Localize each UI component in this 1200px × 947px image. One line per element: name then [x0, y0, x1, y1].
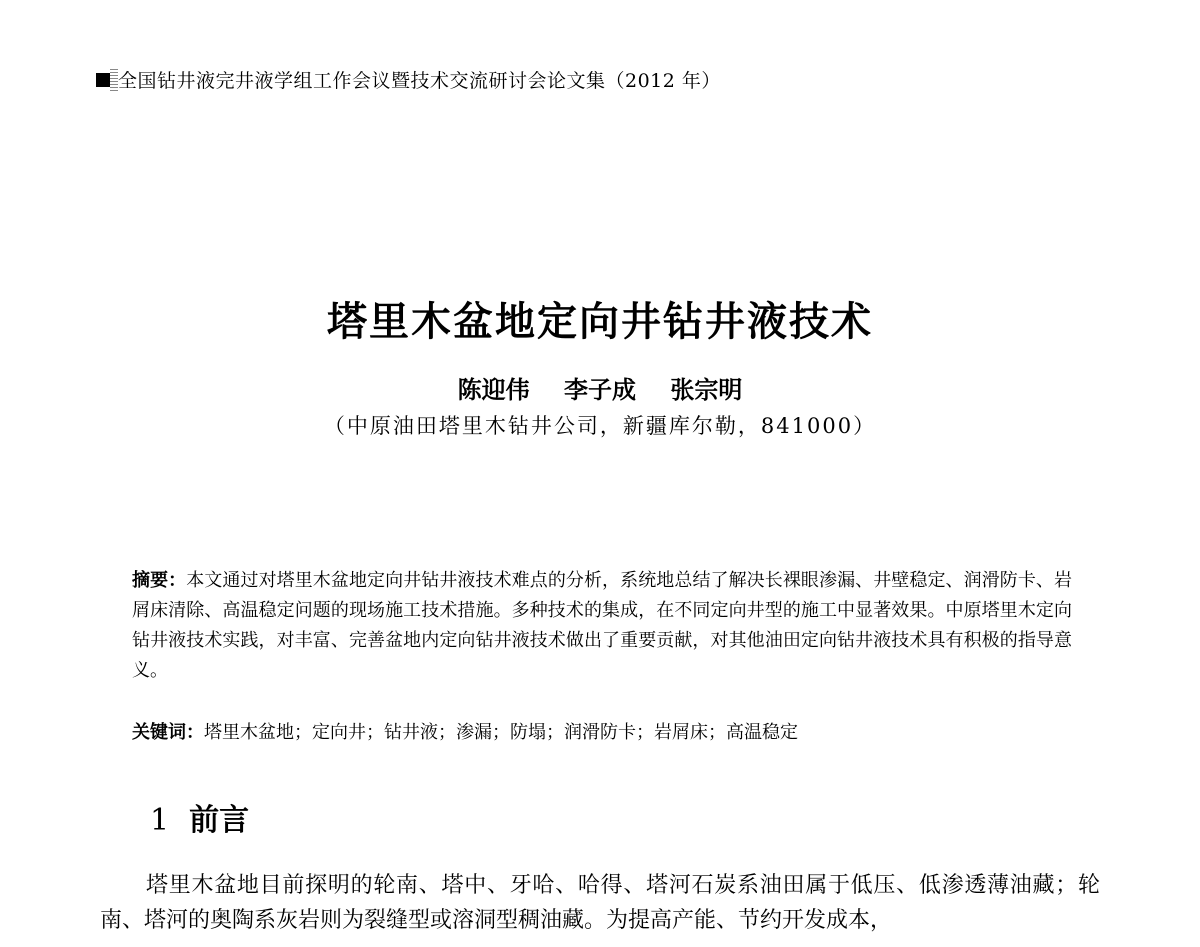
section-heading — [150, 795, 249, 839]
keywords-label: 关键词： — [132, 722, 204, 743]
header-text: 全国钻井液完井液学组工作会议暨技术交流研讨会论文集（2012 年） — [118, 70, 721, 92]
keywords — [132, 718, 1072, 748]
abstract-label: 摘要： — [132, 570, 187, 591]
paper-authors: 陈迎伟 李子成 张宗明 — [457, 375, 743, 404]
body-paragraph: 塔里木盆地目前探明的轮南、塔中、牙哈、哈得、塔河石炭系油田属于低压、低渗透薄油藏；轮南、塔河的奥陶系灰岩则为裂缝型或溶洞型稠油藏。为提高产能、节约开发成本， — [100, 873, 1100, 933]
paper-title: 塔里木盆地定向井钻井液技术 — [327, 298, 873, 345]
abstract — [132, 566, 1072, 686]
keywords-text: 塔里木盆地；定向井；钻井液；渗漏；防塌；润滑防卡；岩屑床；高温稳定 — [204, 722, 798, 743]
paper-affiliation: （中原油田塔里木钻井公司，新疆库尔勒，841000） — [323, 414, 877, 438]
abstract-text: 本文通过对塔里木盆地定向井钻井液技术难点的分析，系统地总结了解决长裸眼渗漏、井壁稳定、润滑防卡、岩屑床清除、高温稳定问题的现场施工技术措施。多种技术的集成，在不同定向井型的施工中显著效果。中原塔里木定向钻井液技术实践，对丰富、完善盆地内定向钻井液技术做出了重要贡献，对其他油田定向钻井液技术具有积极的指导意义。 — [132, 570, 1073, 681]
section-title: 前言 — [189, 803, 250, 838]
running-header — [96, 66, 721, 93]
header-marker-icon — [96, 73, 110, 87]
section-number: 1 — [150, 803, 170, 838]
